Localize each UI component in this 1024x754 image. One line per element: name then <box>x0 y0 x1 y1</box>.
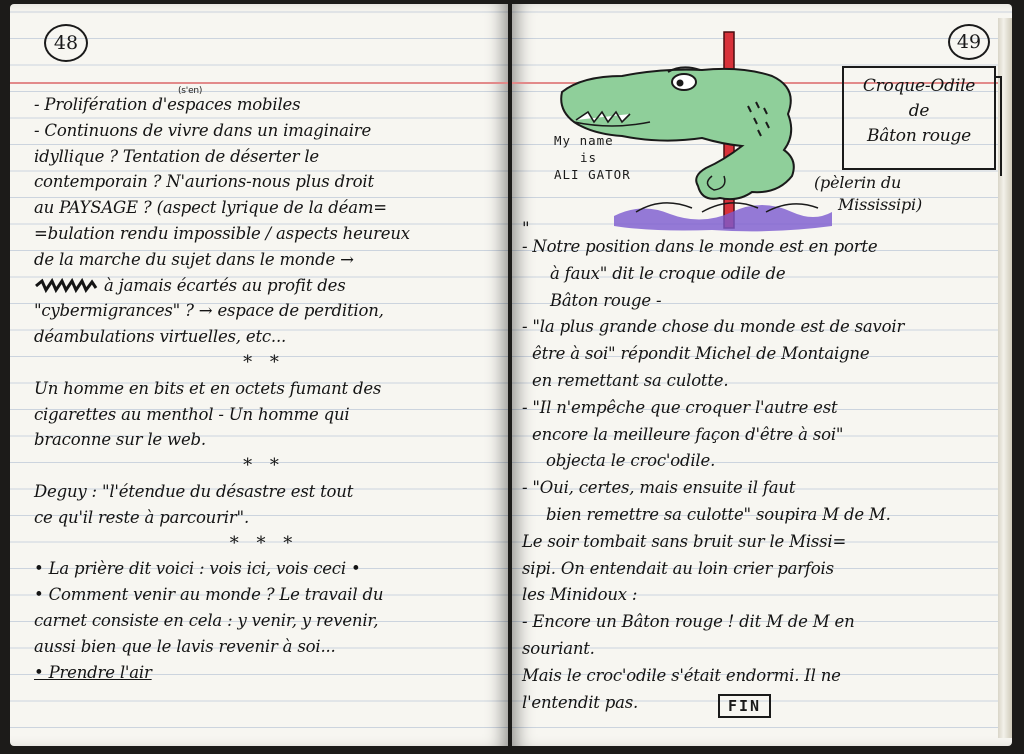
text-line: Un homme en bits et en octets fumant des <box>34 378 382 398</box>
text-line: à faux" dit le croque odile de <box>550 263 786 283</box>
text-line: cigarettes au menthol - Un homme qui <box>34 404 350 424</box>
text-line: sipi. On entendait au loin crier parfois <box>522 558 834 578</box>
text-line: - Prolifération d'espaces mobiles <box>34 95 301 114</box>
text-line: • La prière dit voici : vois ici, vois ceci • <box>34 559 361 579</box>
page-number-text: 48 <box>53 32 79 54</box>
text-line: " <box>522 219 530 238</box>
text-line: bien remettre sa culotte" soupira M de M. <box>546 504 891 524</box>
text-line: • Prendre l'air <box>34 662 152 682</box>
text-line: idyllique ? Tentation de déserter le <box>34 146 319 166</box>
margin-rule <box>10 82 508 84</box>
text-line: - "Oui, certes, mais ensuite il faut <box>522 478 796 498</box>
page-number-text: 49 <box>956 31 982 53</box>
title-box <box>842 66 996 170</box>
text-line: déambulations virtuelles, etc... <box>34 327 287 347</box>
text-line: l'entendit pas. <box>522 692 639 712</box>
text-line: Mais le croc'odile s'était endormi. Il ne <box>522 665 841 685</box>
text-line: contemporain ? N'aurions-nous plus droit <box>34 172 374 192</box>
insertion-note: (s'en) <box>178 86 203 96</box>
gator-label-line: ALI GATOR <box>554 167 631 182</box>
text-line: • Comment venir au monde ? Le travail du <box>34 585 384 605</box>
text-line: - Notre position dans le monde est en porte <box>522 237 878 256</box>
left-page-text <box>34 92 494 685</box>
text-line: de la marche du sujet dans le monde → <box>34 249 354 269</box>
text-line: =bulation rendu impossible / aspects heureux <box>34 223 410 243</box>
scribble-icon <box>34 278 98 294</box>
gator-label-line: My name <box>554 133 614 148</box>
text-line: - "Il n'empêche que croquer l'autre est <box>522 397 838 417</box>
separator-stars: * * * <box>229 532 299 554</box>
title-line: Croque-Odile <box>862 76 976 96</box>
text-line: au PAYSAGE ? (aspect lyrique de la déam= <box>34 198 387 218</box>
right-page <box>512 4 1012 746</box>
text-line: carnet consiste en cela : y venir, y revenir, <box>34 610 379 630</box>
gator-name-label <box>554 132 631 183</box>
text-line: objecta le croc'odile. <box>546 451 716 471</box>
title-line: de <box>908 101 930 121</box>
text-line: être à soi" répondit Michel de Montaigne <box>532 344 870 364</box>
text-line <box>34 273 494 299</box>
text-line: encore la meilleure façon d'être à soi" <box>532 424 844 444</box>
text-line: braconne sur le web. <box>34 430 206 450</box>
text-line: "cybermigrances" ? → espace de perdition, <box>34 301 384 321</box>
text-line: Bâton rouge - <box>550 290 662 310</box>
caption-line: (pèlerin du <box>814 173 902 192</box>
pilgrim-caption <box>814 172 922 216</box>
page-number-right <box>948 24 990 60</box>
text-line: les Minidoux : <box>522 585 638 605</box>
caption-line: Mississipi) <box>838 195 922 214</box>
text-line: - Encore un Bâton rouge ! dit M de M en <box>522 612 855 632</box>
end-mark: FIN <box>718 694 771 718</box>
text-line: souriant. <box>522 638 595 658</box>
right-page-text <box>522 219 992 716</box>
text-line: Deguy : "l'étendue du désastre est tout <box>34 481 354 501</box>
gator-label-line: is <box>580 150 598 165</box>
page-number-left <box>44 24 88 62</box>
text-line: ce qu'il reste à parcourir". <box>34 507 249 527</box>
alligator-icon <box>552 26 852 236</box>
text-line: - "la plus grande chose du monde est de savoir <box>522 317 905 337</box>
text-line: Le soir tombait sans bruit sur le Missi= <box>522 531 847 551</box>
title-box-shadow <box>996 76 1002 176</box>
separator-stars: * * <box>243 455 285 477</box>
left-page <box>10 4 508 746</box>
text-line: aussi bien que le lavis revenir à soi... <box>34 636 336 656</box>
text-line: en remettant sa culotte. <box>532 370 729 390</box>
text-line-content: à jamais écartés au profit des <box>104 275 346 295</box>
text-line: - Continuons de vivre dans un imaginaire <box>34 120 372 140</box>
alligator-drawing <box>552 26 852 236</box>
separator-stars: * * <box>243 351 285 373</box>
title-line: Bâton rouge <box>866 126 972 146</box>
